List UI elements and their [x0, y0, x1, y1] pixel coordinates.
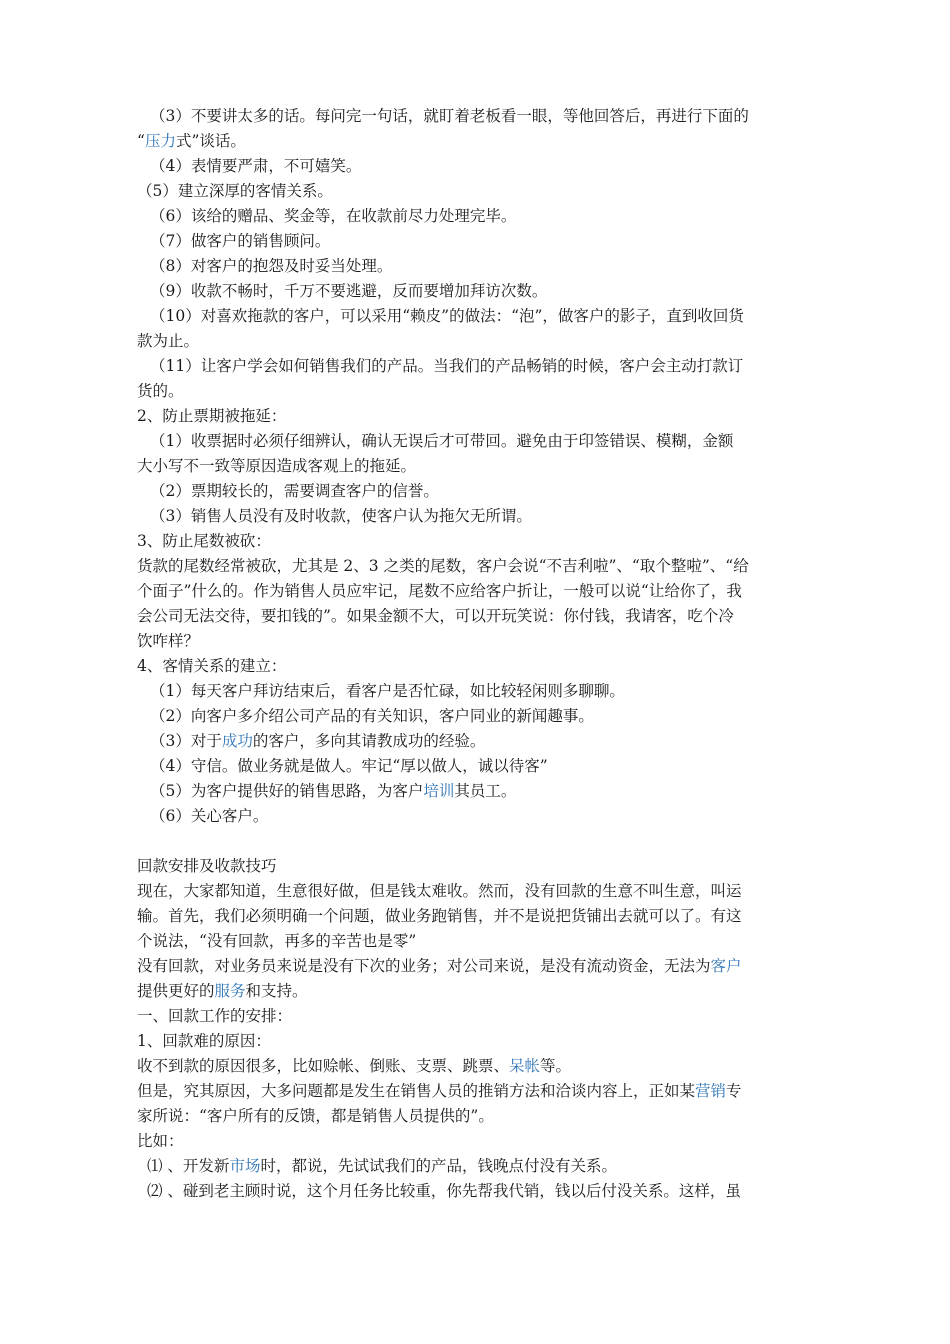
text-line [137, 154, 817, 179]
text-line [137, 654, 817, 679]
hyperlink[interactable]: 客户 [710, 957, 742, 975]
text-run: （8）对客户的抱怨及时妥当处理。 [150, 257, 393, 275]
text-line [137, 904, 817, 929]
text-run: （5）建立深厚的客情关系。 [137, 182, 333, 200]
text-line [137, 129, 817, 154]
text-line [137, 279, 817, 304]
text-run: （3）不要讲太多的话。每问完一句话，就盯着老板看一眼，等他回答后，再进行下面的 [150, 107, 749, 125]
text-line [137, 704, 817, 729]
text-run: 款为止。 [137, 332, 200, 350]
text-run: 2、防止票期被拖延： [137, 407, 287, 425]
text-line [137, 429, 817, 454]
text-line [137, 504, 817, 529]
hyperlink[interactable]: 服务 [214, 982, 246, 1000]
text-line [137, 604, 817, 629]
text-run: 没有回款，对业务员来说是没有下次的业务；对公司来说，是没有流动资金，无法为 [137, 957, 711, 975]
text-run: 货的。 [137, 382, 184, 400]
text-line [137, 204, 817, 229]
text-line [137, 879, 817, 904]
text-line [137, 1004, 817, 1029]
text-run: （10）对喜欢拖款的客户，可以采用“赖皮”的做法：“泡”，做客户的影子，直到收回货 [150, 307, 744, 325]
text-run: （1）每天客户拜访结束后，看客户是否忙碌，如比较轻闲则多聊聊。 [150, 682, 625, 700]
text-run: （4）守信。做业务就是做人。牢记“厚以做人，诚以待客” [150, 757, 548, 775]
text-line [137, 479, 817, 504]
text-run: （6）该给的赠品、奖金等，在收款前尽力处理完毕。 [150, 207, 517, 225]
text-line [137, 529, 817, 554]
text-run: 1、回款难的原因： [137, 1032, 271, 1050]
text-line [137, 304, 817, 329]
text-run: （1）收票据时必须仔细辨认，确认无误后才可带回。避免由于印签错误、模糊，金额 [150, 432, 734, 450]
document-body [137, 104, 817, 1204]
text-line [137, 679, 817, 704]
text-line [137, 329, 817, 354]
text-run: 饮咋样？ [137, 632, 200, 650]
text-run: 式”谈话。 [175, 132, 246, 150]
text-run: ⑵ 、碰到老主顾时说，这个月任务比较重，你先帮我代销，钱以后付没关系。这样，虽 [147, 1182, 741, 1200]
text-run: 大小写不一致等原因造成客观上的拖延。 [137, 457, 417, 475]
text-run: （2）向客户多介绍公司产品的有关知识，客户同业的新闻趣事。 [150, 707, 594, 725]
text-run: 的客户，多向其请教成功的经验。 [252, 732, 486, 750]
text-run: 个说法，“没有回款，再多的辛苦也是零” [137, 932, 417, 950]
text-run: 时，都说，先试试我们的产品，钱晚点付没有关系。 [260, 1157, 617, 1175]
text-run: （4）表情要严肃，不可嬉笑。 [150, 157, 362, 175]
text-run: 个面子”什么的。作为销售人员应牢记，尾数不应给客户折让，一般可以说“让给你了，我 [137, 582, 742, 600]
text-line [137, 954, 817, 979]
text-line [137, 729, 817, 754]
text-run: 等。 [540, 1057, 572, 1075]
text-line [137, 454, 817, 479]
text-line [137, 379, 817, 404]
text-line [137, 1079, 817, 1104]
text-line [137, 629, 817, 654]
text-line [137, 104, 817, 129]
text-line [137, 1129, 817, 1154]
hyperlink[interactable]: 营销 [695, 1082, 727, 1100]
text-run: 输。首先，我们必须明确一个问题，做业务跑销售，并不是说把货铺出去就可以了。有这 [137, 907, 742, 925]
text-run: 货款的尾数经常被砍，尤其是 2、3 之类的尾数，客户会说“不吉利啦”、“取个整啦”、“给 [137, 557, 749, 575]
text-run: （3）对于 [150, 732, 222, 750]
text-run: 但是，究其原因，大多问题都是发生在销售人员的推销方法和洽谈内容上，正如某 [137, 1082, 696, 1100]
text-line [137, 1179, 817, 1204]
text-line [137, 579, 817, 604]
text-run: ⑴ 、开发新 [147, 1157, 230, 1175]
blank-line [137, 829, 817, 854]
text-run: 一、回款工作的安排： [137, 1007, 293, 1025]
text-run: （7）做客户的销售顾问。 [150, 232, 331, 250]
text-run: 专 [726, 1082, 742, 1100]
text-run: （2）票期较长的，需要调查客户的信誉。 [150, 482, 439, 500]
hyperlink[interactable]: 呆帐 [509, 1057, 541, 1075]
text-run: （11）让客户学会如何销售我们的产品。当我们的产品畅销的时候，客户会主动打款订 [150, 357, 744, 375]
text-run: 提供更好的 [137, 982, 215, 1000]
text-run: （3）销售人员没有及时收款，使客户认为拖欠无所谓。 [150, 507, 532, 525]
text-line [137, 804, 817, 829]
text-line [137, 229, 817, 254]
text-line [137, 554, 817, 579]
text-run: 和支持。 [245, 982, 308, 1000]
text-run: （6）关心客户。 [150, 807, 269, 825]
text-line [137, 979, 817, 1004]
text-line [137, 754, 817, 779]
text-run: “ [137, 132, 145, 150]
text-run: 比如： [137, 1132, 184, 1150]
text-run: 家所说：“客户所有的反馈，都是销售人员提供的”。 [137, 1107, 494, 1125]
text-line [137, 854, 817, 879]
text-run: 4、客情关系的建立： [137, 657, 287, 675]
text-run: 其员工。 [454, 782, 517, 800]
text-line [137, 404, 817, 429]
text-line [137, 1154, 817, 1179]
text-line [137, 354, 817, 379]
text-line [137, 929, 817, 954]
text-line [137, 179, 817, 204]
text-run: 现在，大家都知道，生意很好做，但是钱太难收。然而，没有回款的生意不叫生意，叫运 [137, 882, 742, 900]
text-run: 回款安排及收款技巧 [137, 857, 277, 875]
text-line [137, 254, 817, 279]
text-run: 会公司无法交待，要扣钱的”。如果金额不大，可以开玩笑说：你付钱，我请客，吃个冷 [137, 607, 734, 625]
text-line [137, 779, 817, 804]
hyperlink[interactable]: 培训 [423, 782, 455, 800]
text-run: 3、防止尾数被砍： [137, 532, 271, 550]
text-run: （5）为客户提供好的销售思路，为客户 [150, 782, 424, 800]
text-line [137, 1054, 817, 1079]
hyperlink[interactable]: 市场 [229, 1157, 261, 1175]
text-line [137, 1029, 817, 1054]
text-run: （9）收款不畅时，千万不要逃避，反而要增加拜访次数。 [150, 282, 548, 300]
hyperlink[interactable]: 成功 [221, 732, 253, 750]
text-run: 收不到款的原因很多，比如赊帐、倒账、支票、跳票、 [137, 1057, 510, 1075]
hyperlink[interactable]: 压力 [144, 132, 176, 150]
text-line [137, 1104, 817, 1129]
